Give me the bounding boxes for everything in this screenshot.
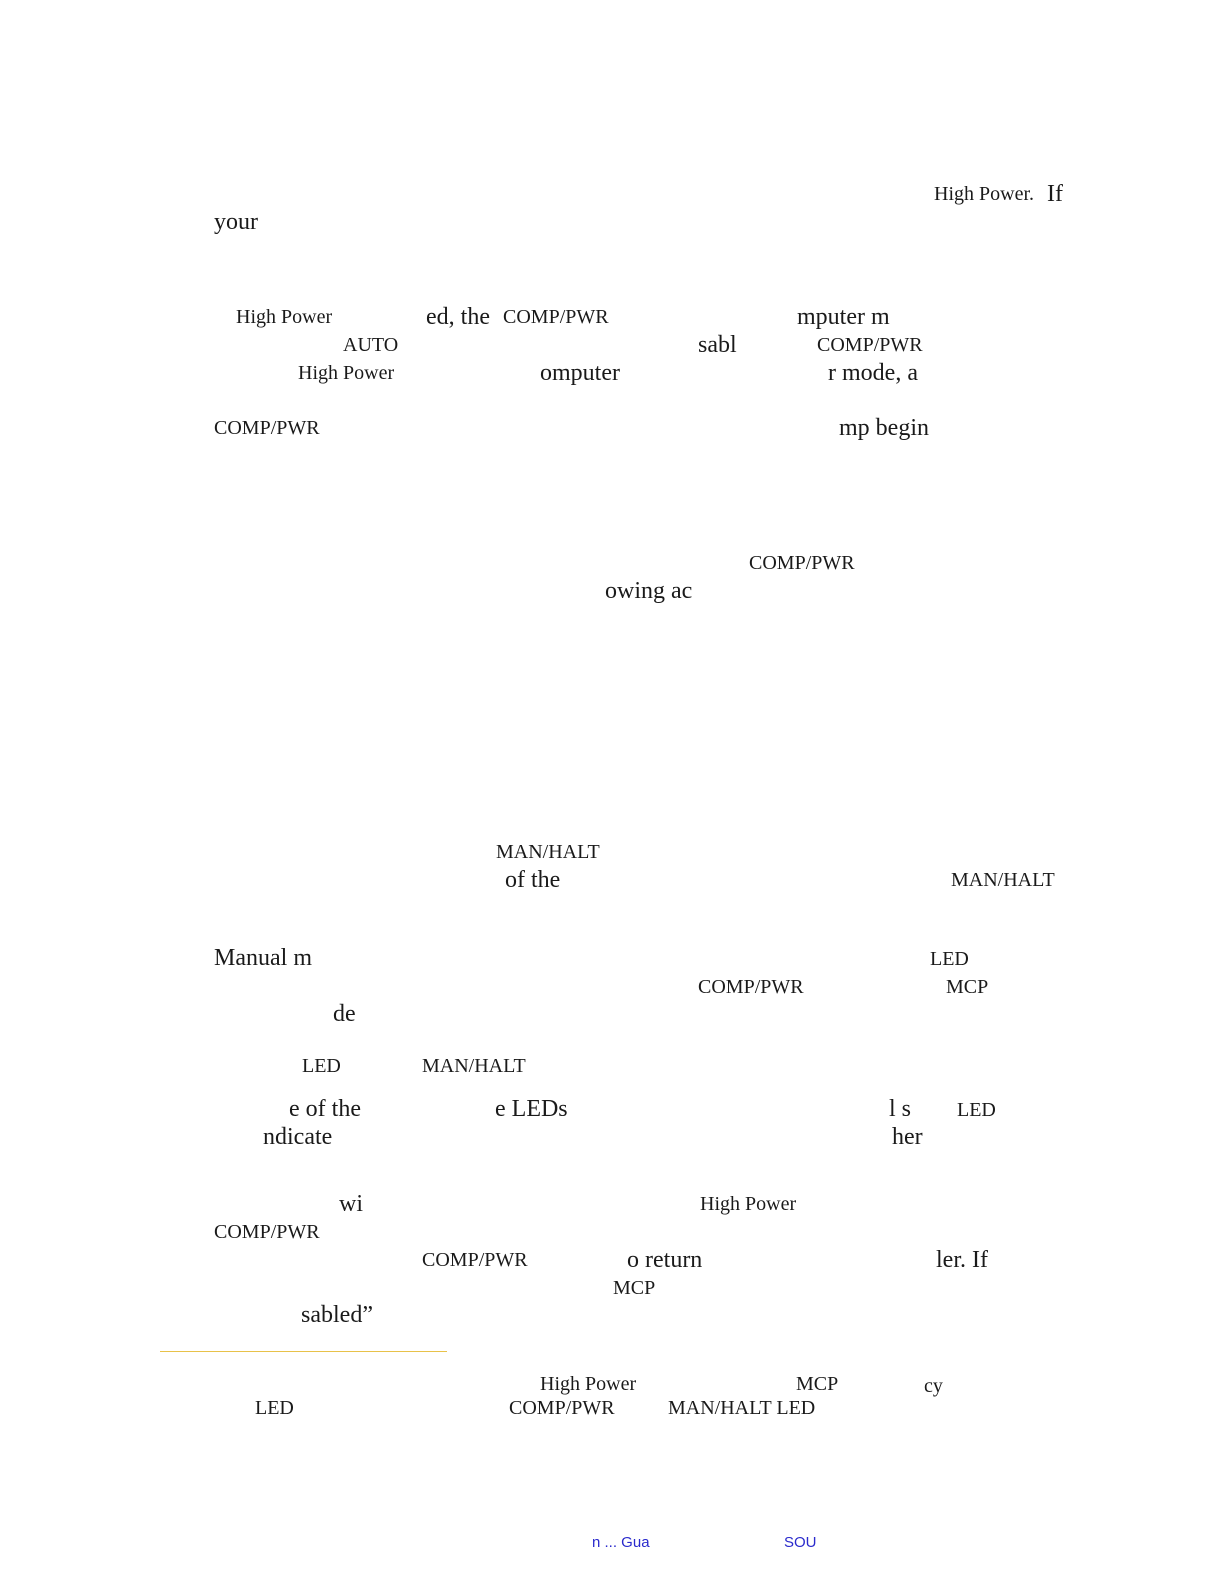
text-fragment: MCP [946, 976, 989, 998]
text-fragment: omputer [540, 360, 620, 386]
text-fragment: LED [930, 948, 969, 970]
text-fragment: COMP/PWR [214, 417, 320, 439]
text-fragment: MAN/HALT LED [668, 1397, 816, 1419]
text-fragment: High Power [540, 1373, 637, 1395]
text-fragment: mp begin [839, 415, 929, 441]
text-fragment: MCP [613, 1277, 656, 1299]
footnote-rule [160, 1351, 447, 1352]
text-fragment: your [214, 209, 258, 235]
text-fragment: High Power [700, 1193, 797, 1215]
text-fragment: MAN/HALT [496, 841, 600, 863]
text-fragment: COMP/PWR [503, 306, 609, 328]
text-fragment: LED [957, 1099, 996, 1121]
text-fragment: ndicate [263, 1124, 333, 1150]
text-fragment: COMP/PWR [698, 976, 804, 998]
text-fragment: sabl [698, 332, 737, 358]
text-fragment: owing ac [605, 578, 693, 604]
text-fragment: l s [889, 1096, 912, 1122]
text-fragment: e of the [289, 1096, 361, 1122]
text-fragment: sabled” [301, 1302, 373, 1328]
text-fragment: High Power [298, 362, 395, 384]
text-fragment: ed, the [426, 304, 490, 330]
footer-link-guide[interactable]: n ... Gua [592, 1534, 650, 1551]
text-fragment: COMP/PWR [422, 1249, 528, 1271]
text-fragment: COMP/PWR [749, 552, 855, 574]
text-fragment: Manual m [214, 945, 312, 971]
text-fragment: her [892, 1124, 923, 1150]
text-fragment: AUTO [343, 334, 399, 356]
text-fragment: LED [302, 1055, 341, 1077]
text-fragment: COMP/PWR [509, 1397, 615, 1419]
text-fragment: High Power. [934, 183, 1034, 205]
text-fragment: r mode, a [828, 360, 918, 386]
text-fragment: COMP/PWR [817, 334, 923, 356]
text-fragment: LED [255, 1397, 294, 1419]
text-fragment: MCP [796, 1373, 839, 1395]
text-fragment: wi [339, 1191, 363, 1217]
text-fragment: cy [924, 1375, 943, 1397]
text-fragment: MAN/HALT [951, 869, 1055, 891]
text-fragment: mputer m [797, 304, 890, 330]
text-fragment: de [333, 1001, 356, 1027]
text-fragment: o return [627, 1247, 703, 1273]
text-fragment: ler. If [936, 1247, 988, 1273]
text-fragment: COMP/PWR [214, 1221, 320, 1243]
text-fragment: If [1047, 181, 1063, 207]
text-fragment: e LEDs [495, 1096, 568, 1122]
text-fragment: of the [505, 867, 561, 893]
footer-link-section[interactable]: SOU [784, 1534, 817, 1551]
text-fragment: High Power [236, 306, 333, 328]
text-fragment: MAN/HALT [422, 1055, 526, 1077]
